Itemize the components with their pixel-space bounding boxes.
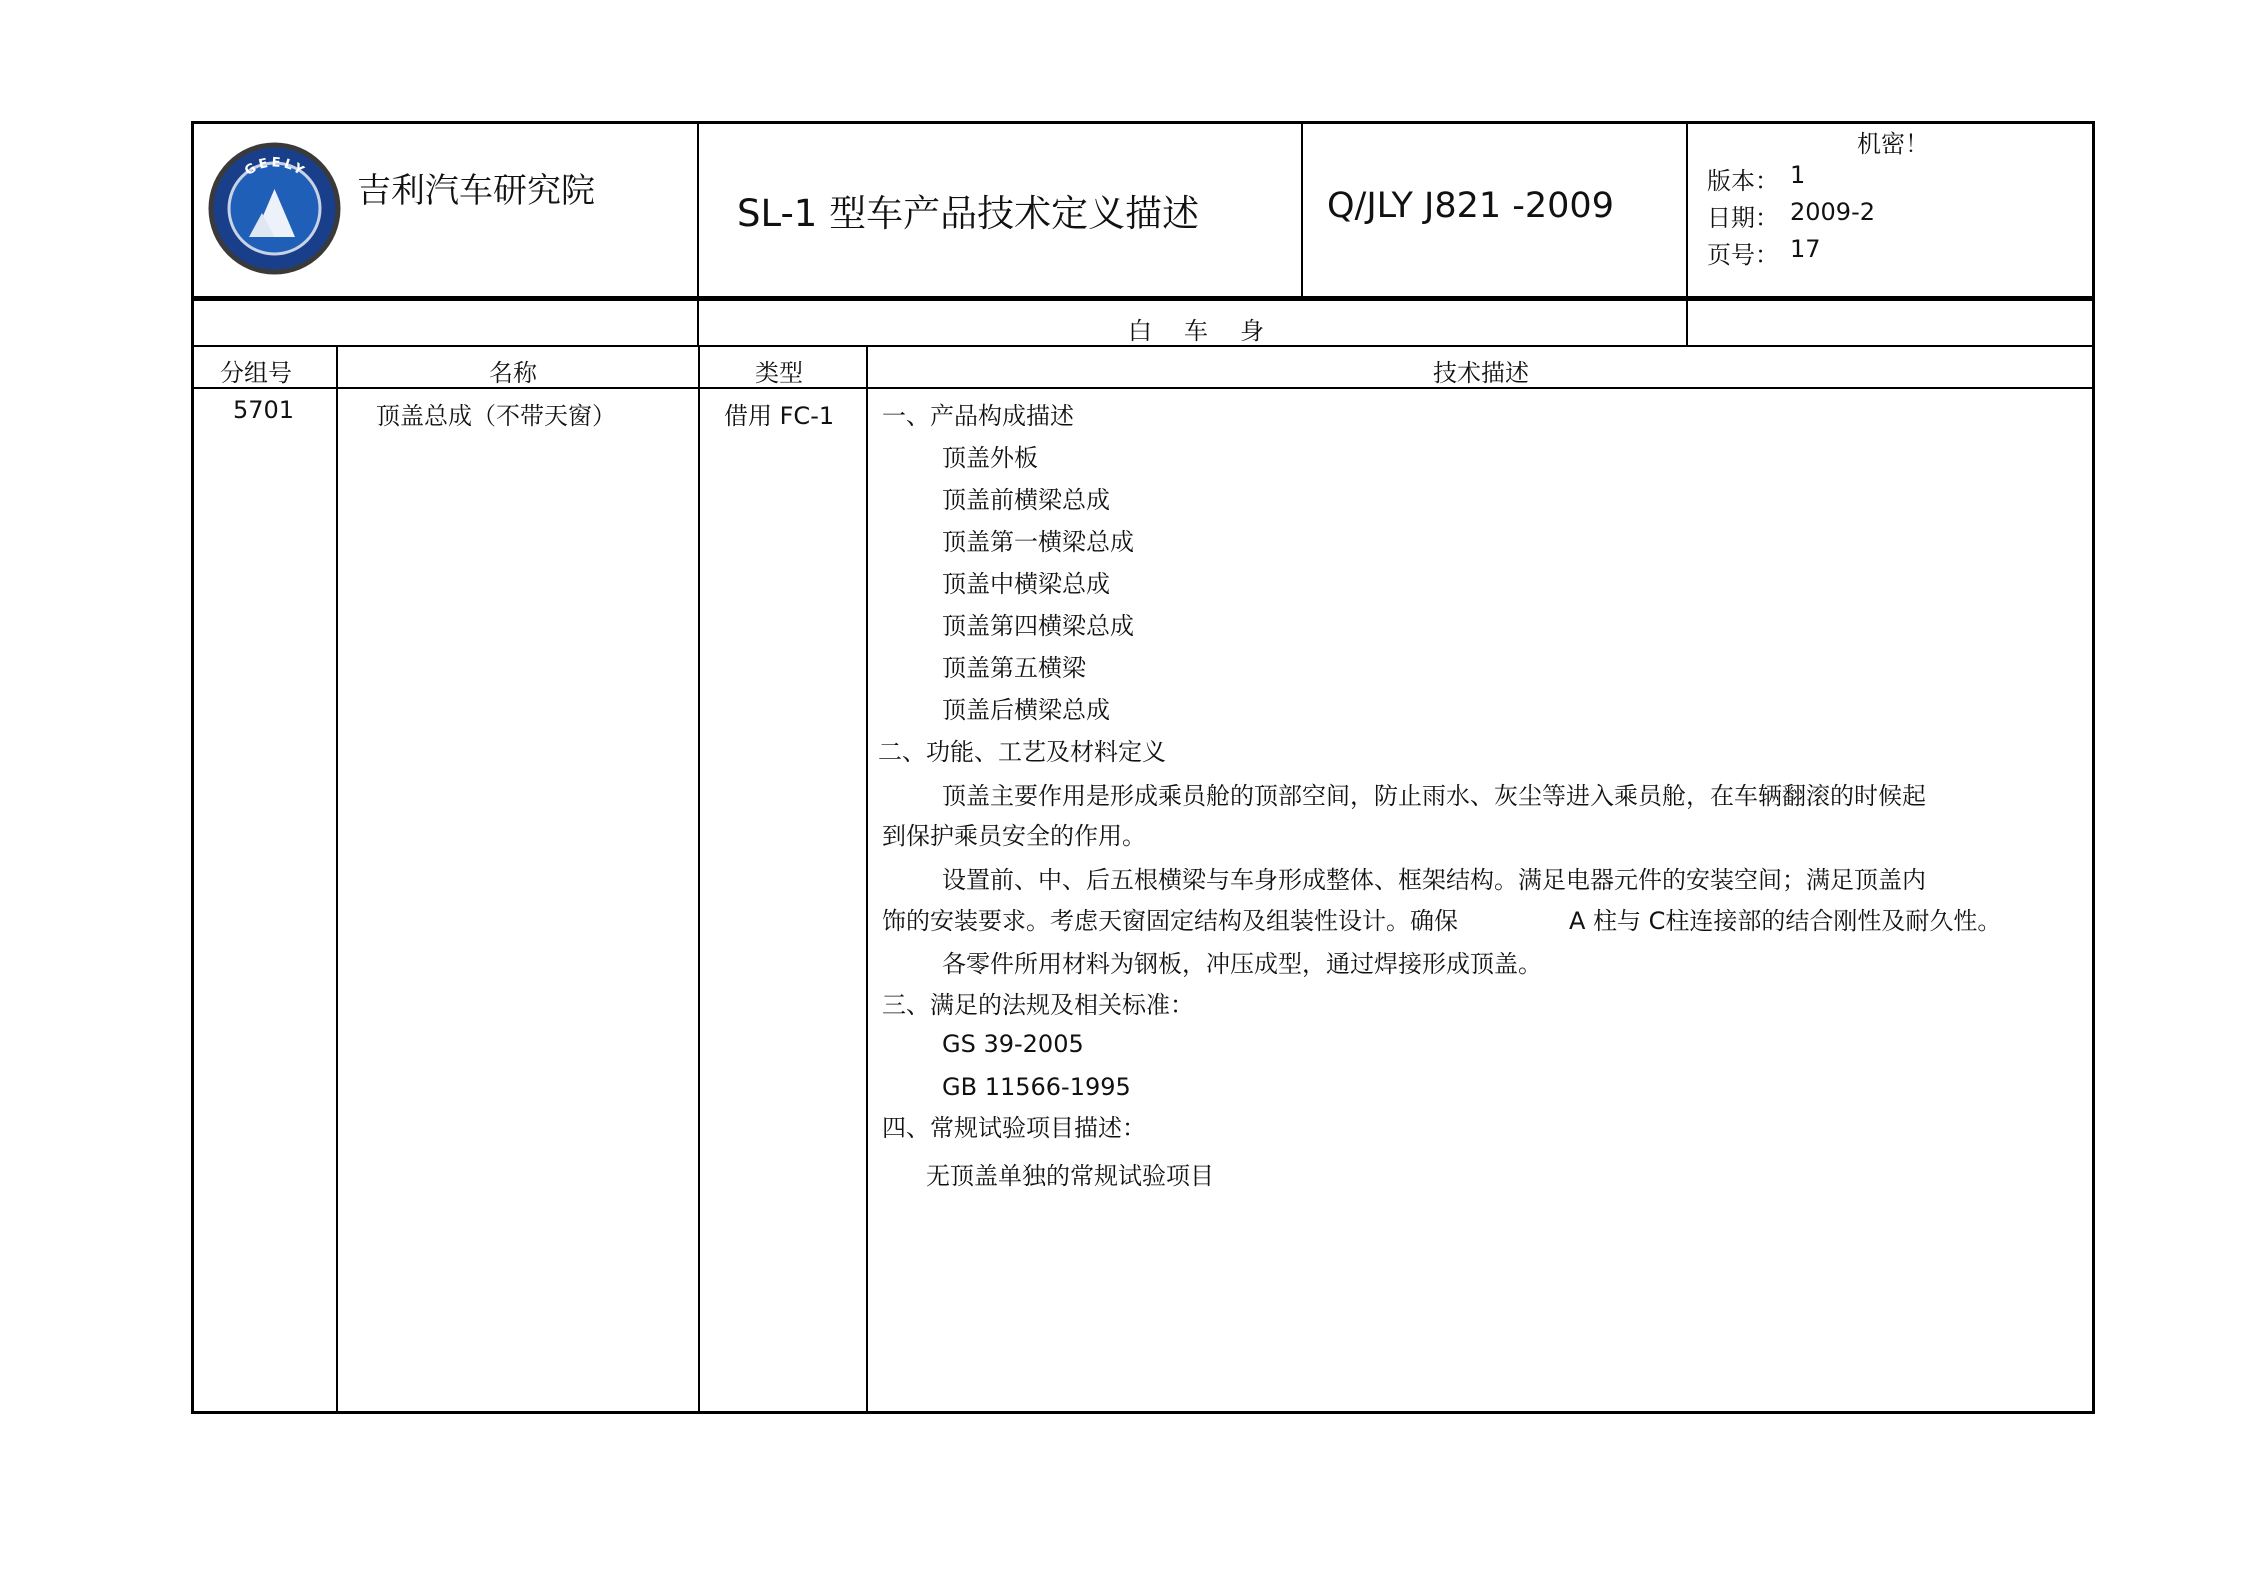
version-label: 版本： (1707, 167, 1779, 195)
page-line (1707, 235, 1821, 270)
document-code: Q/JLY J821 -2009 (1327, 186, 1614, 226)
header-divider-3 (1686, 121, 1688, 298)
geely-logo (207, 141, 342, 276)
material-paragraph: 各零件所用材料为钢板，冲压成型，通过焊接形成顶盖。 (942, 950, 1542, 978)
function-paragraph-1-line-2: 到保护乘员安全的作用。 (882, 822, 1146, 850)
function-paragraph-2-line-2a: 饰的安装要求。考虑天窗固定结构及组装性设计。确保 (882, 907, 1458, 935)
header-divider-1 (697, 121, 699, 298)
page-value: 17 (1790, 235, 1821, 263)
logo-lettering: GEELY (242, 155, 309, 181)
column-header-group-no: 分组号 (220, 359, 292, 387)
row-type: 借用 FC-1 (724, 402, 835, 430)
function-paragraph-1-line-1: 顶盖主要作用是形成乘员舱的顶部空间，防止雨水、灰尘等进入乘员舱，在车辆翻滚的时候起 (942, 782, 1926, 810)
row-name: 顶盖总成（不带天窗） (376, 402, 616, 430)
document-title: SL-1 型车产品技术定义描述 (737, 192, 1200, 235)
component-item: 顶盖第五横梁 (942, 654, 1086, 682)
header-bottom-rule (191, 296, 2095, 301)
column-header-bottom-rule (191, 387, 2095, 389)
column-divider-1 (336, 346, 338, 1412)
confidential-mark: 机密！ (1857, 130, 1929, 158)
section-char-3: 身 (1240, 317, 1264, 345)
section-divider-left (697, 300, 699, 346)
column-divider-2 (698, 346, 700, 1412)
row-group-no: 5701 (233, 396, 295, 424)
version-line (1707, 161, 1806, 196)
section-char-1: 白 (1128, 317, 1152, 345)
component-item: 顶盖外板 (942, 444, 1038, 472)
standard-item: GS 39-2005 (942, 1030, 1084, 1058)
column-header-name: 名称 (489, 359, 537, 387)
section-char-2: 车 (1184, 317, 1208, 345)
standard-item: GB 11566-1995 (942, 1073, 1131, 1101)
date-line (1707, 198, 1876, 233)
version-value: 1 (1790, 161, 1806, 189)
component-item: 顶盖前横梁总成 (942, 486, 1110, 514)
function-paragraph-2-line-1: 设置前、中、后五根横梁与车身形成整体、框架结构。满足电器元件的安装空间；满足顶盖内 (942, 866, 1926, 894)
column-header-description: 技术描述 (1433, 359, 1529, 387)
component-item: 顶盖中横梁总成 (942, 570, 1110, 598)
header-divider-2 (1301, 121, 1303, 298)
function-paragraph-2-line-2b: A 柱与 C柱连接部的结合刚性及耐久性。 (1569, 907, 2002, 935)
column-divider-3 (866, 346, 868, 1412)
section-3-title: 三、满足的法规及相关标准： (882, 991, 1194, 1019)
organization-name: 吉利汽车研究院 (357, 171, 595, 211)
column-header-type: 类型 (755, 359, 803, 387)
section-4-title: 四、常规试验项目描述： (882, 1114, 1146, 1142)
date-value: 2009-2 (1790, 198, 1876, 226)
section-divider-right (1686, 300, 1688, 346)
date-label: 日期： (1707, 204, 1779, 232)
section-1-title: 一、产品构成描述 (882, 402, 1074, 430)
test-items-text: 无顶盖单独的常规试验项目 (926, 1162, 1214, 1190)
component-item: 顶盖后横梁总成 (942, 696, 1110, 724)
section-2-title: 二、功能、工艺及材料定义 (878, 738, 1166, 766)
page-label: 页号： (1707, 241, 1779, 269)
component-item: 顶盖第四横梁总成 (942, 612, 1134, 640)
component-item: 顶盖第一横梁总成 (942, 528, 1134, 556)
